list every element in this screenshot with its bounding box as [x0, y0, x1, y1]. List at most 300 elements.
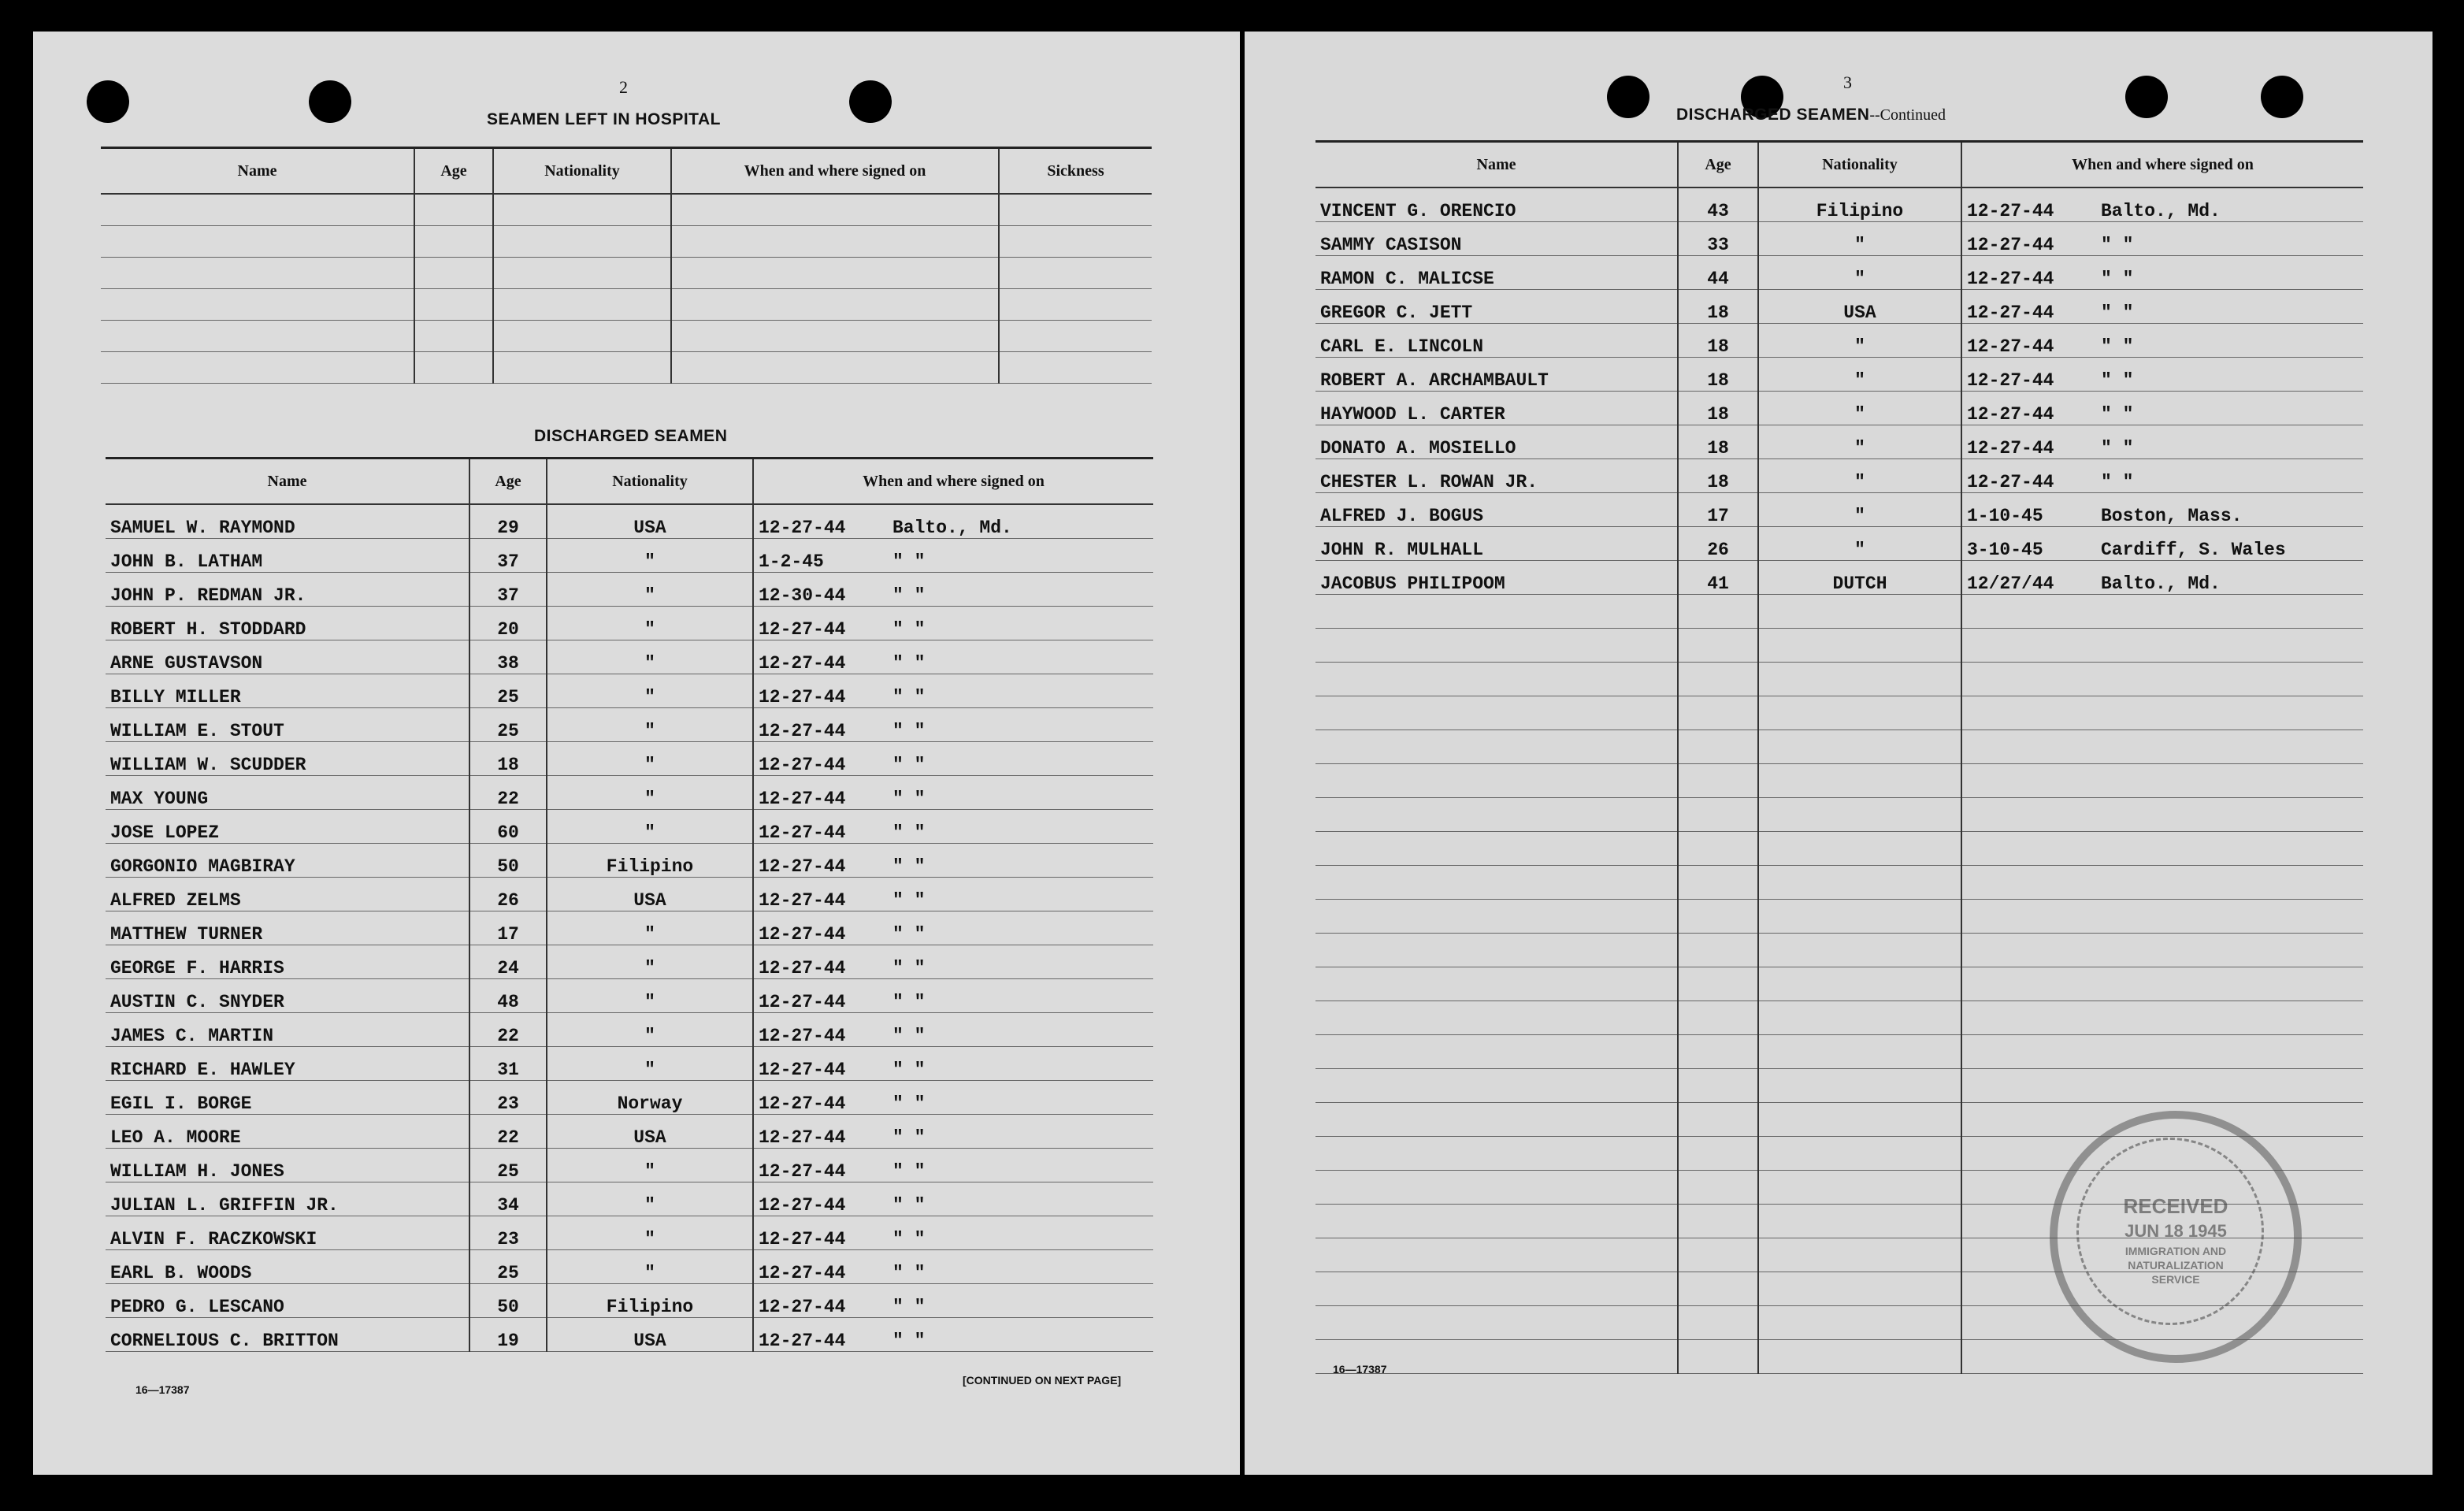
seaman-nationality: ": [547, 640, 753, 674]
right-page: [1245, 32, 2432, 1475]
blank-nationality: [1758, 730, 1961, 764]
table-row: [106, 607, 1153, 640]
signed-on-date: 12-27-44: [759, 822, 846, 843]
table-row: [106, 844, 1153, 878]
seaman-nationality: ": [1758, 256, 1961, 290]
seaman-nationality: ": [547, 1216, 753, 1250]
table-row: [1315, 392, 2363, 425]
seaman-name: VINCENT G. ORENCIO: [1315, 187, 1678, 222]
left-page: [33, 32, 1240, 1475]
blank-name: [1315, 798, 1678, 832]
seaman-age: 17: [1678, 493, 1758, 527]
table-row: [1315, 256, 2363, 290]
table-row: [106, 1318, 1153, 1352]
signed-on: [753, 810, 1153, 844]
signed-on-place: " ": [892, 1026, 926, 1046]
table-row: [1315, 967, 2363, 1001]
blank-name: [1315, 832, 1678, 866]
signed-on-date: 12-27-44: [1967, 201, 2054, 221]
table-row: [106, 1115, 1153, 1149]
blank-signed-on: [1961, 866, 2363, 900]
signed-on-place: Cardiff, S. Wales: [2101, 540, 2286, 560]
hospital-header-name: Name: [101, 148, 414, 195]
discharged-header-when-and-where-signed-on: When and where signed on: [753, 458, 1153, 505]
seaman-nationality: USA: [1758, 290, 1961, 324]
signed-on-place: " ": [892, 755, 926, 775]
signed-on: [753, 674, 1153, 708]
table-row: [106, 1182, 1153, 1216]
seaman-name: EARL B. WOODS: [106, 1250, 469, 1284]
blank-name: [1315, 1069, 1678, 1103]
signed-on-place: Balto., Md.: [892, 518, 1012, 538]
blank-age: [1678, 1306, 1758, 1340]
blank-name: [1315, 1306, 1678, 1340]
hospital-cell: [999, 321, 1152, 352]
blank-name: [1315, 866, 1678, 900]
hospital-cell: [671, 321, 999, 352]
discharged-continued-title: [1676, 106, 1946, 124]
form-number: 16—17387: [1333, 1363, 1387, 1375]
signed-on-date: 12-30-44: [759, 585, 846, 606]
seaman-name: WILLIAM H. JONES: [106, 1149, 469, 1182]
table-row: [106, 1250, 1153, 1284]
signed-on-place: " ": [892, 721, 926, 741]
hospital-header-age: Age: [414, 148, 493, 195]
signed-on: [1961, 425, 2363, 459]
signed-on-place: " ": [892, 992, 926, 1012]
blank-name: [1315, 934, 1678, 967]
title-main: DISCHARGED SEAMEN: [1676, 106, 1870, 124]
hospital-cell: [671, 352, 999, 384]
hospital-cell: [414, 352, 493, 384]
continued-header-name: Name: [1315, 142, 1678, 188]
seaman-name: WILLIAM E. STOUT: [106, 708, 469, 742]
seaman-name: BILLY MILLER: [106, 674, 469, 708]
signed-on: [753, 979, 1153, 1013]
table-row: [1315, 629, 2363, 663]
blank-nationality: [1758, 1205, 1961, 1238]
hospital-row: [101, 289, 1152, 321]
blank-name: [1315, 900, 1678, 934]
blank-nationality: [1758, 934, 1961, 967]
hospital-row: [101, 258, 1152, 289]
signed-on-date: 12-27-44: [759, 1331, 846, 1351]
seaman-age: 19: [469, 1318, 547, 1352]
table-row: [1315, 866, 2363, 900]
table-row: [1315, 1035, 2363, 1069]
seaman-nationality: USA: [547, 878, 753, 911]
seaman-name: ALFRED ZELMS: [106, 878, 469, 911]
seaman-name: RAMON C. MALICSE: [1315, 256, 1678, 290]
table-row: [106, 1284, 1153, 1318]
table-row: [1315, 934, 2363, 967]
seaman-nationality: ": [547, 776, 753, 810]
table-row: [1315, 493, 2363, 527]
table-row: [106, 1047, 1153, 1081]
signed-on-place: " ": [2101, 269, 2134, 289]
page-number: 2: [619, 77, 628, 97]
signed-on-date: 12-27-44: [1967, 336, 2054, 357]
blank-age: [1678, 866, 1758, 900]
hospital-row: [101, 226, 1152, 258]
signed-on: [753, 1250, 1153, 1284]
seaman-nationality: ": [1758, 425, 1961, 459]
punch-hole: [2125, 76, 2168, 118]
signed-on-place: " ": [892, 585, 926, 606]
page-number: 3: [1843, 72, 1852, 92]
blank-signed-on: [1961, 934, 2363, 967]
signed-on-date: 12-27-44: [759, 653, 846, 674]
seaman-age: 44: [1678, 256, 1758, 290]
seaman-nationality: ": [1758, 358, 1961, 392]
blank-name: [1315, 730, 1678, 764]
blank-age: [1678, 629, 1758, 663]
signed-on-place: " ": [892, 924, 926, 945]
signed-on: [753, 945, 1153, 979]
hospital-header-nationality: Nationality: [493, 148, 671, 195]
signed-on-place: " ": [892, 1331, 926, 1351]
punch-hole: [309, 80, 351, 123]
signed-on-place: " ": [892, 856, 926, 877]
signed-on: [753, 1284, 1153, 1318]
hospital-cell: [671, 226, 999, 258]
blank-name: [1315, 696, 1678, 730]
signed-on-place: Balto., Md.: [2101, 201, 2221, 221]
seaman-age: 23: [469, 1216, 547, 1250]
signed-on-date: 12/27/44: [1967, 574, 2054, 594]
hospital-cell: [493, 226, 671, 258]
title-suffix: --Continued: [1869, 106, 1946, 124]
signed-on: [1961, 222, 2363, 256]
hospital-cell: [414, 258, 493, 289]
table-row: [106, 1013, 1153, 1047]
hospital-cell: [999, 226, 1152, 258]
seaman-age: 34: [469, 1182, 547, 1216]
hospital-cell: [671, 289, 999, 321]
table-row: [106, 1081, 1153, 1115]
seaman-name: JAMES C. MARTIN: [106, 1013, 469, 1047]
discharged-table: [106, 457, 1153, 1352]
blank-nationality: [1758, 629, 1961, 663]
table-row: [106, 504, 1153, 539]
hospital-cell: [999, 352, 1152, 384]
seaman-age: 33: [1678, 222, 1758, 256]
signed-on-date: 12-27-44: [1967, 235, 2054, 255]
signed-on: [753, 1318, 1153, 1352]
form-number: 16—17387: [135, 1383, 190, 1396]
blank-signed-on: [1961, 595, 2363, 629]
seaman-nationality: ": [1758, 459, 1961, 493]
discharged-header-name: Name: [106, 458, 469, 505]
punch-hole: [1607, 76, 1649, 118]
signed-on-place: " ": [892, 1297, 926, 1317]
hospital-row: [101, 194, 1152, 226]
seaman-age: 26: [1678, 527, 1758, 561]
signed-on-date: 12-27-44: [1967, 269, 2054, 289]
blank-age: [1678, 967, 1758, 1001]
seaman-nationality: ": [547, 539, 753, 573]
signed-on-date: 12-27-44: [759, 924, 846, 945]
blank-nationality: [1758, 1103, 1961, 1137]
seaman-nationality: DUTCH: [1758, 561, 1961, 595]
signed-on: [753, 1182, 1153, 1216]
seaman-age: 18: [1678, 290, 1758, 324]
hospital-cell: [414, 226, 493, 258]
seaman-name: JACOBUS PHILIPOOM: [1315, 561, 1678, 595]
hospital-title: SEAMEN LEFT IN HOSPITAL: [487, 110, 721, 128]
seaman-name: MATTHEW TURNER: [106, 911, 469, 945]
signed-on-place: " ": [892, 619, 926, 640]
seaman-age: 37: [469, 539, 547, 573]
hospital-cell: [493, 352, 671, 384]
blank-age: [1678, 1137, 1758, 1171]
blank-nationality: [1758, 866, 1961, 900]
signed-on: [1961, 561, 2363, 595]
signed-on: [1961, 256, 2363, 290]
blank-nationality: [1758, 663, 1961, 696]
seaman-age: 22: [469, 1013, 547, 1047]
seaman-name: GORGONIO MAGBIRAY: [106, 844, 469, 878]
seaman-age: 22: [469, 776, 547, 810]
table-row: [1315, 290, 2363, 324]
seaman-age: 50: [469, 844, 547, 878]
signed-on-date: 12-27-44: [1967, 438, 2054, 458]
discharged-title: DISCHARGED SEAMEN: [534, 427, 728, 445]
seaman-name: HAYWOOD L. CARTER: [1315, 392, 1678, 425]
blank-age: [1678, 1205, 1758, 1238]
seaman-nationality: Filipino: [1758, 187, 1961, 222]
signed-on-place: " ": [892, 551, 926, 572]
seaman-nationality: ": [547, 742, 753, 776]
blank-nationality: [1758, 1272, 1961, 1306]
signed-on: [753, 1115, 1153, 1149]
hospital-cell: [999, 289, 1152, 321]
blank-signed-on: [1961, 764, 2363, 798]
table-row: [1315, 730, 2363, 764]
seaman-nationality: Filipino: [547, 1284, 753, 1318]
discharged-header-nationality: Nationality: [547, 458, 753, 505]
seaman-nationality: USA: [547, 504, 753, 539]
seaman-age: 43: [1678, 187, 1758, 222]
blank-name: [1315, 1035, 1678, 1069]
table-row: [1315, 832, 2363, 866]
signed-on-date: 12-27-44: [759, 1093, 846, 1114]
signed-on-place: " ": [892, 1229, 926, 1249]
blank-age: [1678, 1171, 1758, 1205]
seaman-name: SAMMY CASISON: [1315, 222, 1678, 256]
blank-name: [1315, 663, 1678, 696]
signed-on-date: 12-27-44: [1967, 404, 2054, 425]
seaman-name: MAX YOUNG: [106, 776, 469, 810]
seaman-name: ARNE GUSTAVSON: [106, 640, 469, 674]
seaman-age: 20: [469, 607, 547, 640]
seaman-age: 25: [469, 674, 547, 708]
seaman-nationality: ": [547, 810, 753, 844]
signed-on-date: 12-27-44: [759, 1060, 846, 1080]
blank-nationality: [1758, 1306, 1961, 1340]
seaman-age: 37: [469, 573, 547, 607]
table-row: [1315, 187, 2363, 222]
received-stamp: [2050, 1111, 2302, 1363]
table-row: [106, 573, 1153, 607]
signed-on-date: 12-27-44: [759, 755, 846, 775]
table-row: [1315, 222, 2363, 256]
signed-on-place: " ": [892, 1127, 926, 1148]
seaman-nationality: Norway: [547, 1081, 753, 1115]
signed-on: [1961, 187, 2363, 222]
seaman-name: LEO A. MOORE: [106, 1115, 469, 1149]
seaman-nationality: ": [1758, 527, 1961, 561]
signed-on-date: 12-27-44: [759, 789, 846, 809]
table-row: [1315, 764, 2363, 798]
hospital-cell: [414, 289, 493, 321]
blank-nationality: [1758, 595, 1961, 629]
blank-age: [1678, 1238, 1758, 1272]
seaman-nationality: ": [547, 607, 753, 640]
signed-on-place: " ": [2101, 404, 2134, 425]
signed-on-place: " ": [892, 890, 926, 911]
signed-on-date: 12-27-44: [759, 1263, 846, 1283]
seaman-age: 60: [469, 810, 547, 844]
discharged-header-age: Age: [469, 458, 547, 505]
hospital-cell: [493, 289, 671, 321]
signed-on: [753, 1013, 1153, 1047]
seaman-age: 25: [469, 1250, 547, 1284]
punch-hole: [87, 80, 129, 123]
blank-age: [1678, 934, 1758, 967]
table-row: [1315, 358, 2363, 392]
signed-on: [753, 1047, 1153, 1081]
blank-nationality: [1758, 900, 1961, 934]
signed-on: [753, 878, 1153, 911]
signed-on-date: 12-27-44: [759, 1026, 846, 1046]
seaman-name: JOHN R. MULHALL: [1315, 527, 1678, 561]
blank-age: [1678, 764, 1758, 798]
hospital-cell: [101, 194, 414, 226]
seaman-nationality: ": [1758, 493, 1961, 527]
table-row: [106, 911, 1153, 945]
blank-nationality: [1758, 1035, 1961, 1069]
hospital-row: [101, 321, 1152, 352]
signed-on: [1961, 324, 2363, 358]
seaman-nationality: ": [547, 674, 753, 708]
blank-age: [1678, 696, 1758, 730]
seaman-name: ALVIN F. RACZKOWSKI: [106, 1216, 469, 1250]
blank-age: [1678, 1069, 1758, 1103]
signed-on-place: " ": [892, 1093, 926, 1114]
seaman-age: 17: [469, 911, 547, 945]
hospital-cell: [493, 258, 671, 289]
seaman-name: JOHN P. REDMAN JR.: [106, 573, 469, 607]
seaman-name: JULIAN L. GRIFFIN JR.: [106, 1182, 469, 1216]
seaman-age: 38: [469, 640, 547, 674]
table-row: [1315, 696, 2363, 730]
signed-on-place: " ": [892, 1263, 926, 1283]
hospital-cell: [101, 321, 414, 352]
seaman-nationality: ": [547, 945, 753, 979]
blank-name: [1315, 1272, 1678, 1306]
table-row: [106, 708, 1153, 742]
blank-name: [1315, 1103, 1678, 1137]
table-row: [1315, 1069, 2363, 1103]
table-row: [106, 742, 1153, 776]
blank-age: [1678, 1272, 1758, 1306]
blank-age: [1678, 1340, 1758, 1374]
seaman-age: 26: [469, 878, 547, 911]
seaman-name: GREGOR C. JETT: [1315, 290, 1678, 324]
signed-on-place: " ": [892, 687, 926, 707]
hospital-header-when-and-where-signed-on: When and where signed on: [671, 148, 999, 195]
seaman-age: 18: [1678, 358, 1758, 392]
hospital-cell: [101, 352, 414, 384]
signed-on: [1961, 527, 2363, 561]
blank-signed-on: [1961, 900, 2363, 934]
table-row: [106, 776, 1153, 810]
signed-on-place: " ": [2101, 472, 2134, 492]
signed-on-date: 12-27-44: [759, 992, 846, 1012]
signed-on: [753, 708, 1153, 742]
blank-signed-on: [1961, 1035, 2363, 1069]
table-row: [1315, 900, 2363, 934]
continued-header-when-and-where-signed-on: When and where signed on: [1961, 142, 2363, 188]
signed-on-date: 3-10-45: [1967, 540, 2043, 560]
hospital-row: [101, 352, 1152, 384]
stamp-line-5: SERVICE: [2151, 1273, 2200, 1286]
blank-name: [1315, 1171, 1678, 1205]
blank-signed-on: [1961, 1069, 2363, 1103]
seaman-age: 25: [469, 708, 547, 742]
seaman-name: ROBERT H. STODDARD: [106, 607, 469, 640]
hospital-cell: [493, 194, 671, 226]
signed-on-date: 1-10-45: [1967, 506, 2043, 526]
signed-on-place: " ": [892, 1060, 926, 1080]
signed-on-place: " ": [2101, 336, 2134, 357]
blank-nationality: [1758, 1069, 1961, 1103]
blank-signed-on: [1961, 629, 2363, 663]
table-row: [106, 979, 1153, 1013]
blank-age: [1678, 1103, 1758, 1137]
signed-on: [753, 742, 1153, 776]
signed-on-date: 1-2-45: [759, 551, 824, 572]
seaman-nationality: ": [547, 1047, 753, 1081]
blank-age: [1678, 832, 1758, 866]
signed-on-date: 12-27-44: [759, 518, 846, 538]
seaman-nationality: ": [547, 911, 753, 945]
hospital-cell: [101, 226, 414, 258]
seaman-nationality: ": [1758, 222, 1961, 256]
signed-on-date: 12-27-44: [1967, 303, 2054, 323]
signed-on-date: 12-27-44: [759, 619, 846, 640]
signed-on-place: " ": [892, 1161, 926, 1182]
seaman-age: 25: [469, 1149, 547, 1182]
seaman-name: JOHN B. LATHAM: [106, 539, 469, 573]
seaman-nationality: ": [547, 1250, 753, 1284]
signed-on-date: 12-27-44: [759, 856, 846, 877]
seaman-nationality: Filipino: [547, 844, 753, 878]
blank-nationality: [1758, 1340, 1961, 1374]
seaman-nationality: ": [547, 1013, 753, 1047]
table-row: [1315, 425, 2363, 459]
blank-nationality: [1758, 967, 1961, 1001]
seaman-age: 18: [1678, 324, 1758, 358]
hospital-cell: [414, 321, 493, 352]
blank-nationality: [1758, 1001, 1961, 1035]
signed-on-date: 12-27-44: [1967, 370, 2054, 391]
hospital-header-sickness: Sickness: [999, 148, 1152, 195]
signed-on: [753, 844, 1153, 878]
blank-signed-on: [1961, 663, 2363, 696]
blank-age: [1678, 595, 1758, 629]
